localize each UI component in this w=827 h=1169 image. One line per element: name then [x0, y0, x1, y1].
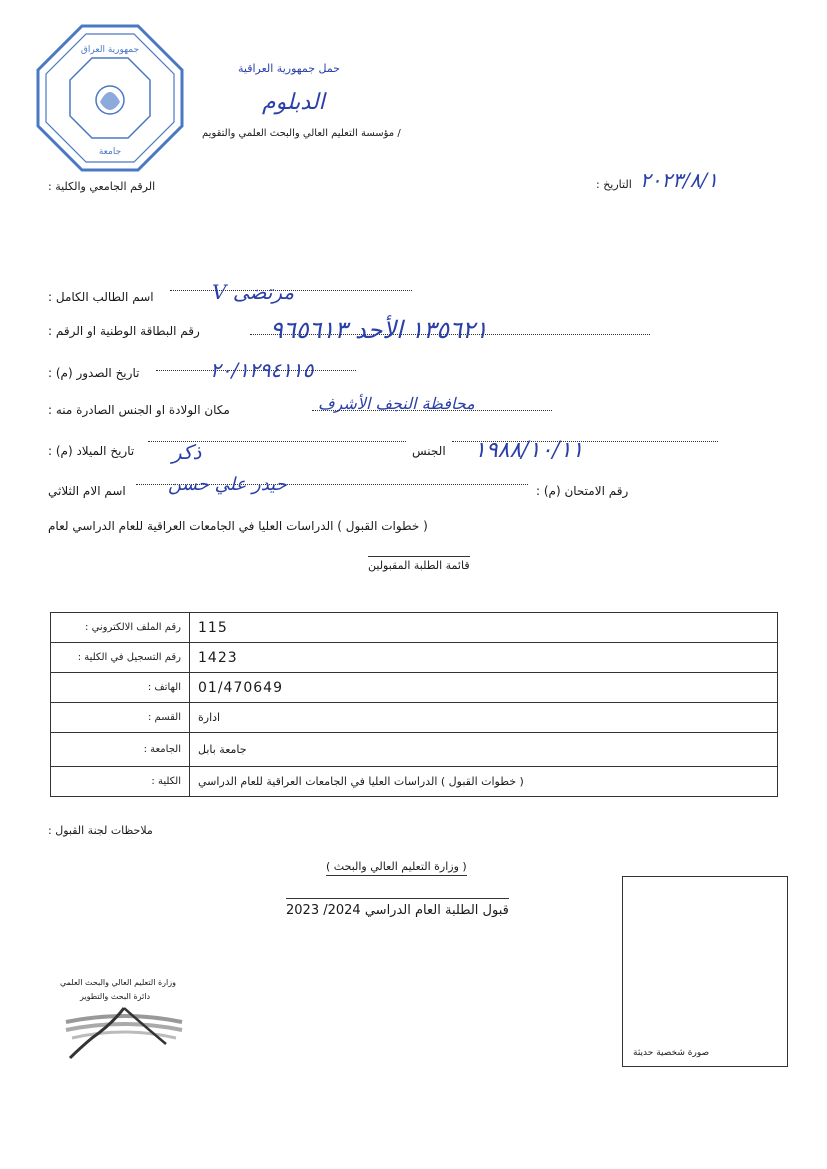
table-row — [51, 767, 778, 797]
field-label-exam-number: رقم الامتحان (م) : — [536, 484, 629, 498]
table-cell-label: الكلية : — [51, 767, 190, 797]
table-cell-value: جامعة بابل — [190, 733, 778, 767]
table-cell-label: القسم : — [51, 703, 190, 733]
field-value-name: V مرتضى — [212, 280, 295, 304]
notes-label: ملاحظات لجنة القبول : — [48, 824, 153, 837]
field-value-gender: ذكر — [172, 440, 202, 464]
field-label-birthplace: مكان الولادة او الجنس الصادرة منه : — [48, 403, 230, 417]
table-cell-label: رقم الملف الالكتروني : — [51, 613, 190, 643]
official-seal — [34, 22, 186, 174]
header-signature: الدبلوم — [262, 90, 325, 115]
bottom-logo-line1: وزارة التعليم العالي والبحث العلمي — [60, 978, 176, 987]
field-label-mother-name: اسم الام الثلاثي — [48, 484, 126, 498]
field-value-issue-date: ٢٠/١٢٩٤١١٥ — [210, 358, 314, 382]
table-cell-value: 1423 — [190, 643, 778, 673]
table-cell-label: الجامعة : — [51, 733, 190, 767]
table-cell-label: رقم التسجيل في الكلية : — [51, 643, 190, 673]
sub-title: قائمة الطلبة المقبولين — [368, 556, 470, 572]
svg-text:جامعة: جامعة — [98, 147, 122, 157]
table-row — [51, 613, 778, 643]
header-institution-line: / مؤسسة التعليم العالي والبحث العلمي والتقويم — [202, 128, 401, 139]
bottom-logo-line2: دائرة البحث والتطوير — [80, 992, 151, 1001]
field-value-mother-name: حيدر علي حسن — [168, 474, 287, 495]
academic-year-line: قبول الطلبة العام الدراسي 2024/ 2023 — [286, 898, 509, 918]
table-row — [51, 673, 778, 703]
info-table — [50, 612, 778, 797]
bottom-logo-graphic — [62, 1004, 186, 1064]
table-cell-label: الهاتف : — [51, 673, 190, 703]
statement-line: ( خطوات القبول ) الدراسات العليا في الجامعات العراقية للعام الدراسي لعام — [48, 519, 428, 533]
field-label-issue-date: تاريخ الصدور (م) : — [48, 366, 140, 380]
table-cell-value: 01/470649 — [190, 673, 778, 703]
table-row — [51, 733, 778, 767]
field-value-birthplace: محافظة النجف الأشرف — [318, 394, 475, 413]
reference-label: الرقم الجامعي والكلية : — [48, 180, 156, 193]
field-value-id: ١٣٥٦٢١ الأحد ٩٦٥٦١٣ — [270, 316, 488, 344]
photo-box — [622, 876, 788, 1067]
table-cell-value: 115 — [190, 613, 778, 643]
sub-note: ( وزارة التعليم العالي والبحث ) — [326, 860, 467, 876]
date-label: التاريخ : — [596, 178, 632, 191]
field-value-birth-date: ١٩٨٨/١٠/١١ — [474, 438, 584, 463]
field-label-gender: الجنس — [412, 444, 446, 458]
date-value: ٢٠٢٣/٨/١ — [640, 168, 718, 192]
photo-label: صورة شخصية حديثة — [633, 1048, 710, 1058]
field-label-name: اسم الطالب الكامل : — [48, 290, 154, 304]
header-ministry-line: حمل جمهورية العراقية — [238, 62, 340, 75]
field-label-birth-date: تاريخ الميلاد (م) : — [48, 444, 135, 458]
table-row — [51, 703, 778, 733]
table-row — [51, 643, 778, 673]
table-cell-value: ( خطوات القبول ) الدراسات العليا في الجامعات العراقية للعام الدراسي — [190, 767, 778, 797]
field-label-id: رقم البطاقة الوطنية او الرقم : — [48, 324, 200, 338]
svg-text:جمهورية العراق: جمهورية العراق — [80, 45, 140, 55]
table-cell-value: ادارة — [190, 703, 778, 733]
